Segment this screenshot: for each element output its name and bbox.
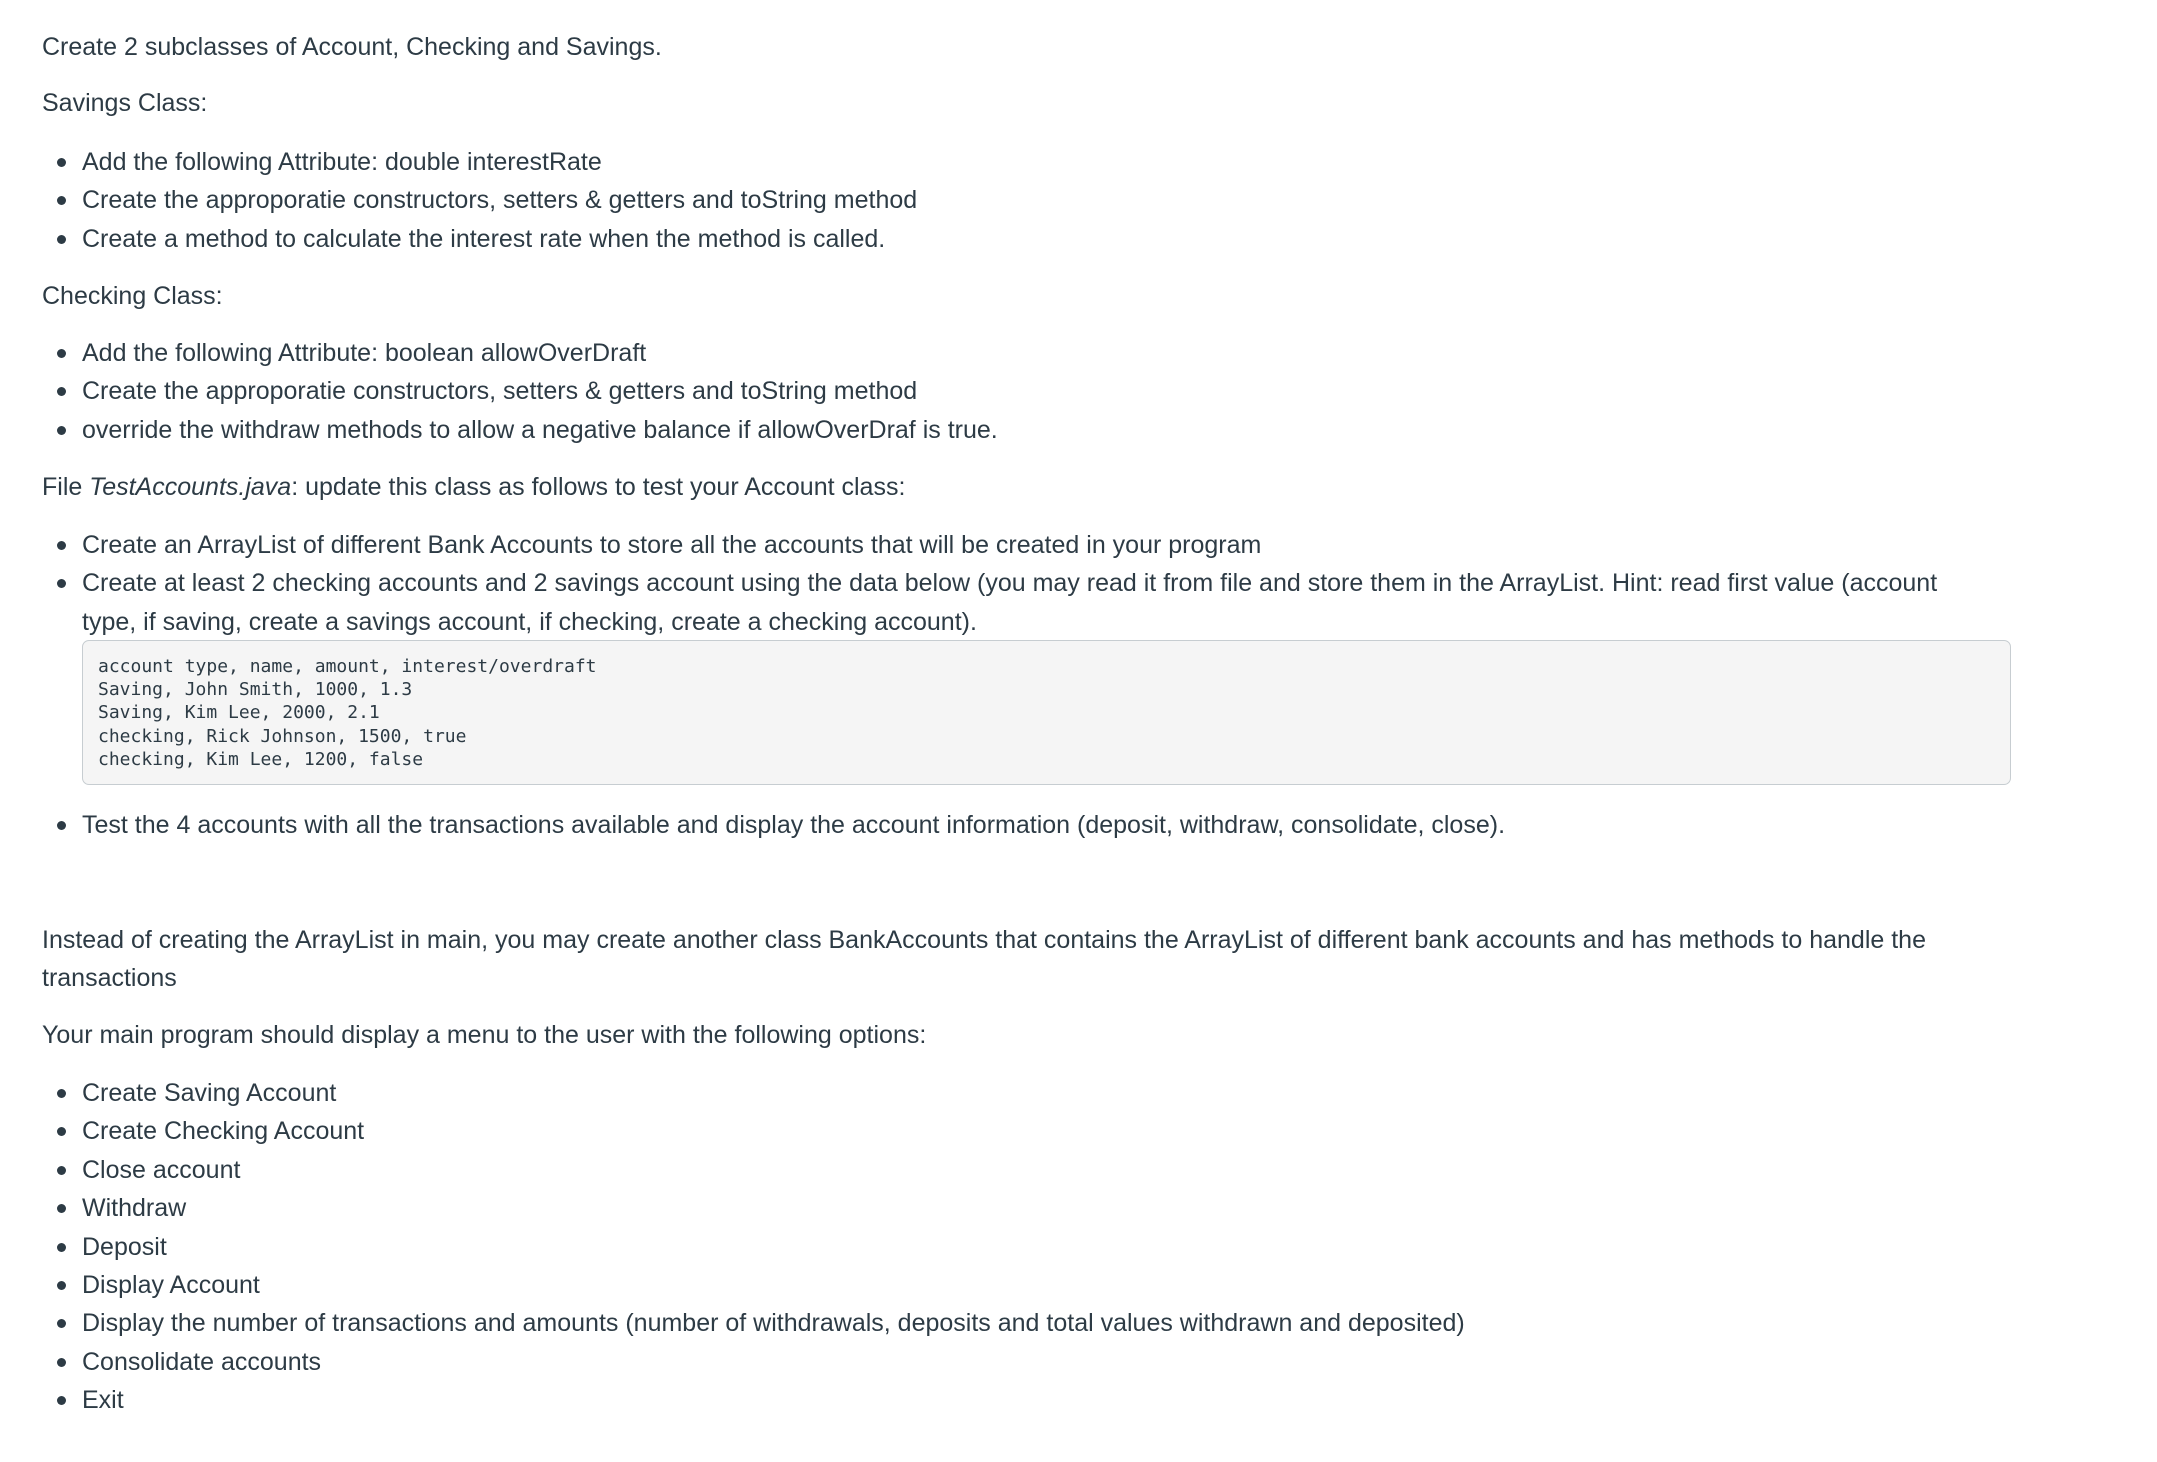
- bullet-icon: [57, 1358, 66, 1367]
- menu-option: [42, 1151, 1465, 1189]
- list-item: [42, 806, 1505, 844]
- code-line: Saving, Kim Lee, 2000, 2.1: [98, 702, 380, 724]
- bullet-icon: [57, 1204, 66, 1213]
- list-item: [42, 220, 917, 258]
- menu-option-text: Display Account: [82, 1271, 260, 1300]
- list-item-text: type, if saving, create a savings account, if checking, create a checking account).: [82, 607, 977, 636]
- test-file-suffix: : update this class as follows to test your Account class:: [291, 473, 906, 501]
- menu-option: [42, 1266, 1465, 1304]
- list-item: [42, 411, 998, 449]
- bullet-icon: [57, 1166, 66, 1175]
- menu-option-text: Deposit: [82, 1232, 167, 1261]
- list-item: [42, 334, 998, 372]
- code-content: [98, 655, 1995, 771]
- code-line: checking, Rick Johnson, 1500, true: [98, 725, 467, 747]
- menu-option-text: Create Checking Account: [82, 1117, 365, 1146]
- list-item-text: override the withdraw methods to allow a negative balance if allowOverDraf is true.: [82, 415, 998, 444]
- menu-option-text: Consolidate accounts: [82, 1347, 322, 1376]
- menu-option-text: Exit: [82, 1386, 124, 1415]
- bullet-icon: [57, 235, 66, 244]
- bullet-icon: [57, 1127, 66, 1136]
- bullet-icon: [57, 387, 66, 396]
- list-item-text: Create a method to calculate the interest rate when the method is called.: [82, 224, 886, 253]
- bullet-icon: [57, 1396, 66, 1405]
- bullet-icon: [57, 1089, 66, 1098]
- menu-option-text: Create Saving Account: [82, 1079, 337, 1107]
- bullet-icon: [57, 541, 66, 550]
- menu-option-text: Withdraw: [82, 1194, 187, 1223]
- bullet-icon: [57, 196, 66, 205]
- test-file-filename: TestAccounts.java: [89, 473, 292, 501]
- list-item: [42, 372, 998, 410]
- test-requirements-list-continued: [42, 806, 1505, 844]
- list-item-continuation: [42, 603, 1937, 641]
- menu-option-text: Close account: [82, 1155, 241, 1184]
- list-item-text: Add the following Attribute: boolean allowOverDraft: [82, 339, 647, 367]
- menu-option: [42, 1189, 1465, 1227]
- savings-requirements-list: [42, 143, 917, 258]
- menu-option: [42, 1343, 1465, 1381]
- bullet-icon: [57, 426, 66, 435]
- bullet-icon: [57, 579, 66, 588]
- bullet-icon: [57, 349, 66, 358]
- bullet-icon: [57, 1281, 66, 1290]
- account-data-code-block: [82, 640, 2011, 785]
- list-item-text: Create the approporatie constructors, setters & getters and toString method: [82, 377, 918, 406]
- menu-option: [42, 1074, 1465, 1112]
- list-item: [42, 526, 1937, 564]
- intro-text: Create 2 subclasses of Account, Checking and Savings.: [42, 33, 662, 61]
- checking-heading: Checking Class:: [42, 282, 223, 310]
- list-item-text: Create an ArrayList of different Bank Accounts to store all the accounts that will be created in your program: [82, 531, 1262, 559]
- bullet-icon: [57, 1319, 66, 1328]
- test-requirements-list: [42, 526, 1937, 641]
- list-item-text: Test the 4 accounts with all the transactions available and display the account information (deposit, withdraw, consolidate, close).: [82, 811, 1506, 839]
- list-item: [42, 143, 917, 181]
- list-item: [42, 564, 1937, 602]
- code-line: account type, name, amount, interest/overdraft: [98, 656, 597, 677]
- test-file-prefix: File: [42, 473, 90, 501]
- bullet-icon: [57, 821, 66, 830]
- menu-intro: Your main program should display a menu to the user with the following options:: [42, 1021, 927, 1049]
- test-file-instructions: [42, 468, 905, 506]
- code-line: checking, Kim Lee, 1200, false: [98, 748, 424, 770]
- code-line: Saving, John Smith, 1000, 1.3: [98, 679, 413, 701]
- bullet-icon: [57, 158, 66, 167]
- menu-option: [42, 1112, 1465, 1150]
- list-item: [42, 181, 917, 219]
- menu-option: [42, 1381, 1465, 1419]
- savings-heading: Savings Class:: [42, 89, 208, 117]
- bank-accounts-note-line1: Instead of creating the ArrayList in main, you may create another class BankAccounts that contains the ArrayList of different bank accounts and has methods to handle the: [42, 926, 1926, 954]
- menu-option-text: Display the number of transactions and amounts (number of withdrawals, deposits and total values withdrawn and deposited): [82, 1309, 1465, 1338]
- list-item-text: Add the following Attribute: double interestRate: [82, 148, 602, 176]
- menu-option: [42, 1228, 1465, 1266]
- bullet-icon: [57, 1243, 66, 1252]
- checking-requirements-list: [42, 334, 998, 449]
- menu-options-list: [42, 1074, 1465, 1420]
- list-item-text: Create the approporatie constructors, setters & getters and toString method: [82, 186, 918, 215]
- list-item-text: Create at least 2 checking accounts and 2 savings account using the data below (you may read it from file and store them in the ArrayList. Hint: read first value (account: [82, 569, 1938, 598]
- bank-accounts-note-line2: transactions: [42, 964, 177, 992]
- menu-option: [42, 1304, 1465, 1342]
